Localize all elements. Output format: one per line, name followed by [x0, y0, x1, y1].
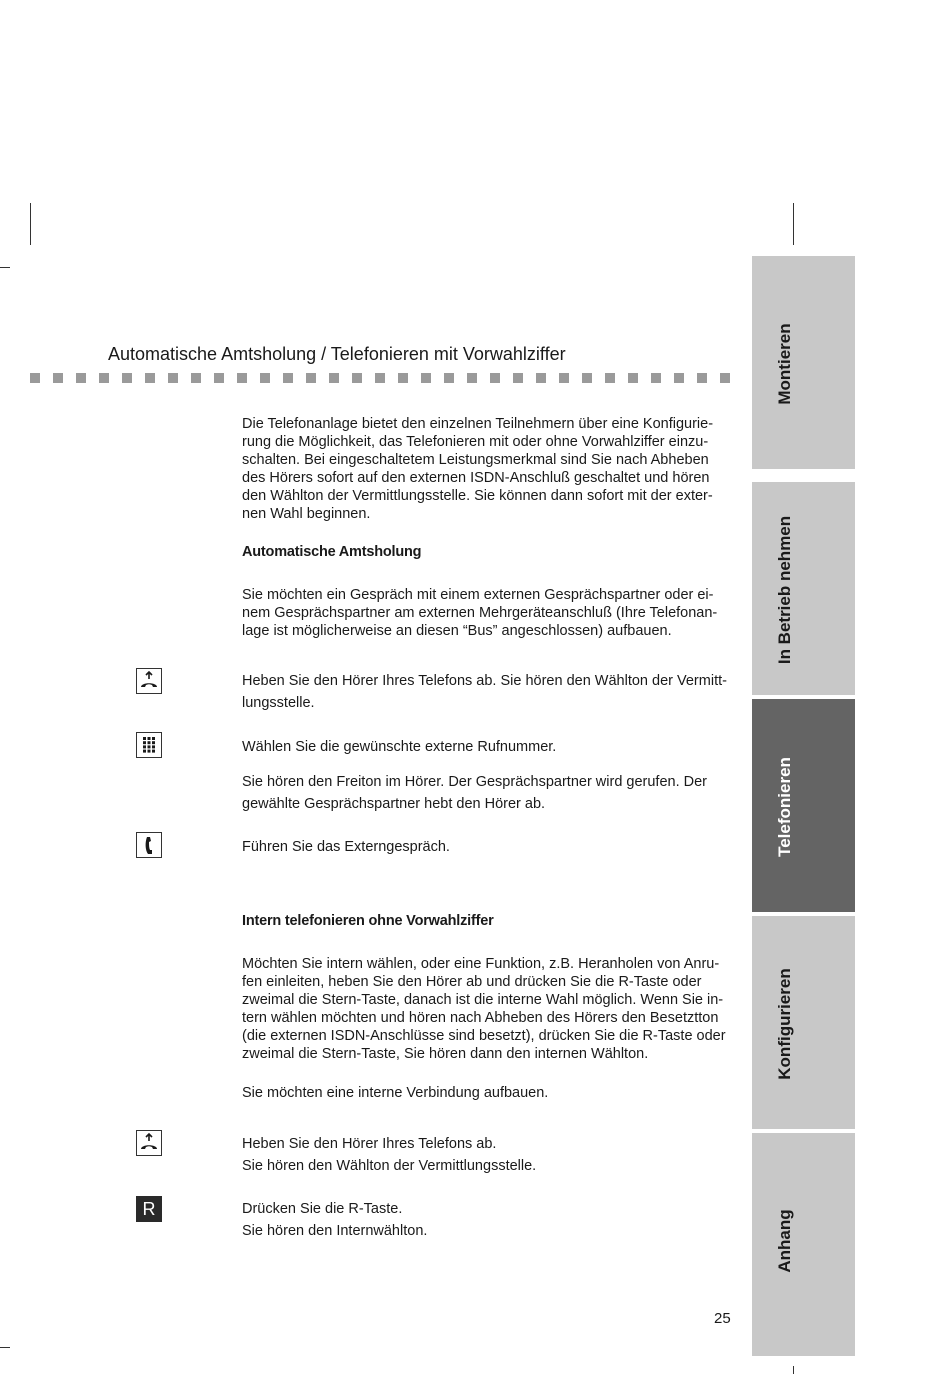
text-line: Sie hören den Internwählton. [242, 1223, 428, 1239]
tab-anhang[interactable] [752, 1133, 855, 1358]
tab-label: Anhang [775, 1209, 794, 1273]
text-line: Sie möchten ein Gespräch mit einem externen Gesprächspartner oder ei- [242, 587, 714, 603]
divider-square [283, 373, 293, 383]
divider-square [145, 373, 155, 383]
tab-in-betrieb-nehmen[interactable] [752, 482, 855, 697]
text-line: rung die Möglichkeit, das Telefonieren mit oder ohne Vorwahlziffer einzu- [242, 434, 709, 450]
tab-label: In Betrieb nehmen [775, 515, 794, 665]
divider-square [674, 373, 684, 383]
divider-square [375, 373, 385, 383]
tab-label: Telefonieren [775, 757, 794, 857]
text-line: des Hörers sofort auf den externen ISDN-Anschluß geschaltet und hören [242, 470, 710, 486]
divider-square [628, 373, 638, 383]
tab-label: Montieren [775, 323, 794, 405]
divider-square [605, 373, 615, 383]
step-text [242, 736, 732, 758]
text-line: Heben Sie den Hörer Ihres Telefons ab. Sie hören den Wählton der Vermitt- [242, 673, 727, 689]
divider-square [214, 373, 224, 383]
divider-square [352, 373, 362, 383]
text-line: nen Wahl beginnen. [242, 506, 371, 522]
text-line: zweimal die Stern-Taste, danach ist die interne Wahl möglich. Wenn Sie in- [242, 992, 724, 1008]
prompt-text: Sie möchten eine interne Verbindung aufbauen. [242, 1085, 549, 1101]
text-line: Wählen Sie die gewünschte externe Rufnummer. [242, 739, 557, 755]
divider-square [191, 373, 201, 383]
text-line: Heben Sie den Hörer Ihres Telefons ab. [242, 1136, 497, 1152]
crop-mark [0, 267, 10, 268]
text-line: lungsstelle. [242, 695, 315, 711]
keypad-icon [136, 732, 162, 758]
intro-paragraph [242, 415, 732, 523]
divider-square [444, 373, 454, 383]
divider-square [720, 373, 730, 383]
divider-square [260, 373, 270, 383]
step-text [242, 670, 732, 714]
text-line: gewählte Gesprächspartner hebt den Hörer ab. [242, 796, 546, 812]
page-title: Automatische Amtsholung / Telefonieren mit Vorwahlziffer [108, 344, 566, 364]
step-text [242, 1198, 732, 1242]
divider-square [53, 373, 63, 383]
divider-square [30, 373, 40, 383]
divider-square [536, 373, 546, 383]
text-line: den Wählton der Vermittlungsstelle. Sie können dann sofort mit der exter- [242, 488, 713, 504]
page-number: 25 [714, 1310, 731, 1327]
divider-square [697, 373, 707, 383]
divider-square [122, 373, 132, 383]
text-line: Sie hören den Freiton im Hörer. Der Gesprächspartner wird gerufen. Der [242, 774, 708, 790]
text-line: schalten. Bei eingeschaltetem Leistungsmerkmal sind Sie nach Abheben [242, 452, 709, 468]
divider-square [559, 373, 569, 383]
handset-lift-icon [136, 668, 162, 694]
text-line: fen einleiten, heben Sie den Hörer ab und drücken Sie die R-Taste oder [242, 974, 702, 990]
handset-talk-icon [136, 832, 162, 858]
divider-square [651, 373, 661, 383]
step-text [242, 771, 732, 815]
divider-square [329, 373, 339, 383]
divider-square [467, 373, 477, 383]
text-line: Drücken Sie die R-Taste. [242, 1201, 403, 1217]
section-paragraph [242, 586, 732, 640]
tab-telefonieren[interactable] [752, 699, 855, 914]
divider-square [421, 373, 431, 383]
text-line: tern wählen möchten und hören nach Abheben des Hörers den Besetztton [242, 1010, 719, 1026]
section-heading: Automatische Amtsholung [242, 544, 422, 560]
divider-square [582, 373, 592, 383]
divider-square [306, 373, 316, 383]
divider-square [76, 373, 86, 383]
handset-lift-icon [136, 1130, 162, 1156]
text-line: Die Telefonanlage bietet den einzelnen Teilnehmern über eine Konfigurie- [242, 416, 714, 432]
text-line: lage ist möglicherweise an diesen “Bus” angeschlossen) aufbauen. [242, 623, 672, 639]
chapter-tabs [752, 256, 855, 1358]
text-line: Führen Sie das Externgespräch. [242, 839, 450, 855]
text-line: (die externen ISDN-Anschlüsse sind besetzt), drücken Sie die R-Taste oder [242, 1028, 726, 1044]
divider-square [398, 373, 408, 383]
crop-mark [793, 1366, 794, 1374]
tab-konfigurieren[interactable] [752, 916, 855, 1131]
section-paragraph [242, 955, 732, 1063]
step-text [242, 836, 732, 858]
text-line: zweimal die Stern-Taste, Sie hören dann den internen Wählton. [242, 1046, 649, 1062]
text-line: Sie hören den Wählton der Vermittlungsstelle. [242, 1158, 537, 1174]
divider-square [490, 373, 500, 383]
tab-label: Konfigurieren [775, 968, 794, 1080]
divider-square [513, 373, 523, 383]
r-key-icon: R [136, 1196, 162, 1222]
crop-mark [0, 1347, 10, 1348]
step-text [242, 1133, 732, 1177]
crop-mark [30, 203, 31, 245]
text-line: nem Gesprächspartner am externen Mehrgeräteanschluß (Ihre Telefonan- [242, 605, 718, 621]
divider-square [168, 373, 178, 383]
divider-square [99, 373, 109, 383]
text-line: Möchten Sie intern wählen, oder eine Funktion, z.B. Heranholen von Anru- [242, 956, 720, 972]
tab-montieren[interactable] [752, 256, 855, 471]
crop-mark [793, 203, 794, 245]
section-heading: Intern telefonieren ohne Vorwahlziffer [242, 913, 494, 929]
divider-square [237, 373, 247, 383]
